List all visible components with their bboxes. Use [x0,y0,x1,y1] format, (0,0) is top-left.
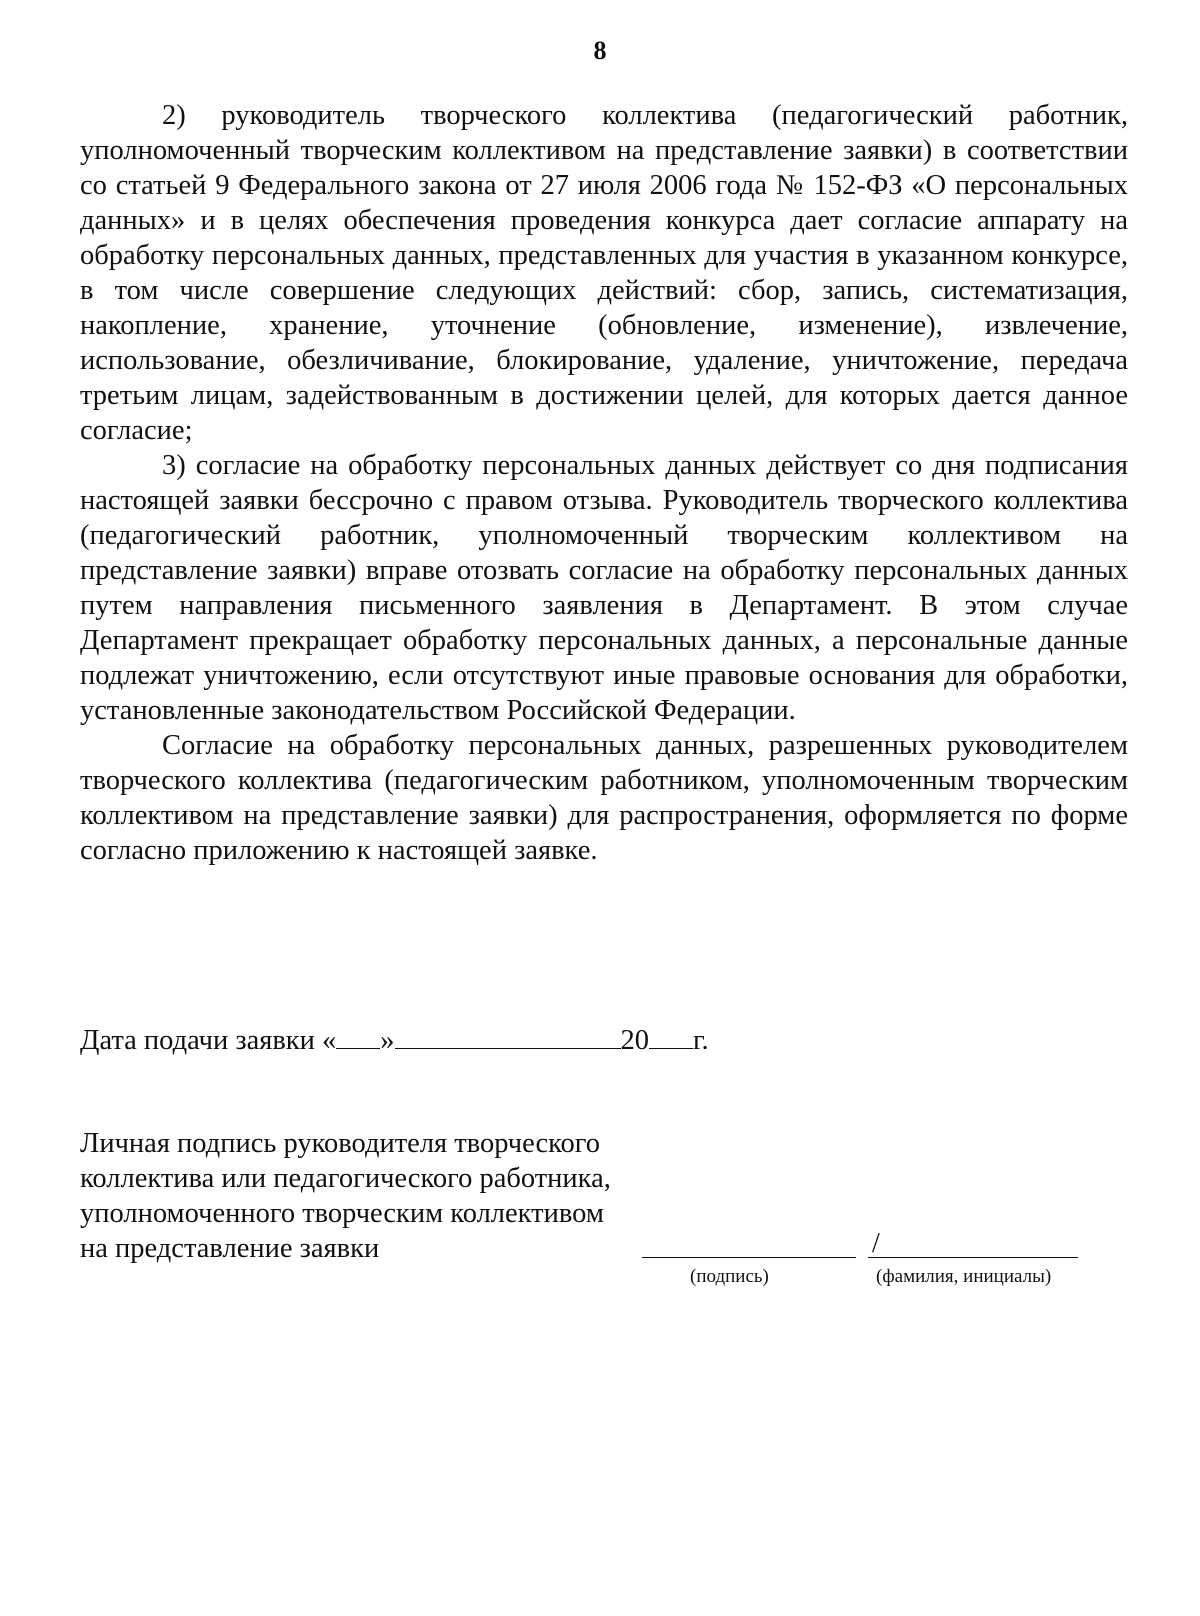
name-initials-field-line[interactable] [868,1257,1078,1258]
paragraph-consent-distribution: Согласие на обработку персональных данных, разрешенных руководителем творческого коллектива (педагогическим работником, уполномоченным творческим коллективом на представление заявки) для распространения, оформляется по форме согласно приложению к настоящей заявке. [80,730,1128,866]
signature-separator: / [872,1228,880,1259]
month-blank[interactable] [395,1022,621,1049]
date-label: Дата подачи заявки « [80,1025,337,1056]
signature-label-line: уполномоченного творческим коллективом [80,1198,604,1229]
signature-caption: (подпись) [690,1266,769,1287]
year-prefix: 20 [620,1025,650,1056]
date-close-quote: » [380,1025,395,1056]
submission-date-line [80,1022,709,1058]
signature-label-line: коллектива или педагогического работника, [80,1163,611,1194]
signature-label-line: на представление заявки [80,1233,380,1264]
signature-label-line: Личная подпись руководителя творческого [80,1128,601,1159]
signature-block-label [80,1126,680,1266]
day-blank[interactable] [336,1022,380,1049]
paragraph-consent-processing: 2) руководитель творческого коллектива (педагогический работник, уполномоченный творческим коллективом на представление заявки) в соответствии со статьей 9 Федерального закона от 27 июля 2006 года № 152-ФЗ «О персональных данных» и в целях обеспечения проведения конкурса дает согласие аппарату на обработку персональных данных, представленных для участия в указанном конкурсе, в том числе совершение следующих действий: сбор, запись, систематизация, накопление, хранение, уточнение (обновление, изменение), извлечение, использование, обезличивание, блокирование, удаление, уничтожение, передача третьим лицам, задействованным в достижении целей, для которых дается данное согласие; [80,100,1128,446]
paragraph-consent-duration: 3) согласие на обработку персональных данных действует со дня подписания настоящей заявки бессрочно с правом отзыва. Руководитель творческого коллектива (педагогический работник, уполномоченный творческим коллективом на представление заявки) вправе отозвать согласие на обработку персональных данных путем направления письменного заявления в Департамент. В этом случае Департамент прекращает обработку персональных данных, а персональные данные подлежат уничтожению, если отсутствуют иные правовые основания для обработки, установленные законодательством Российской Федерации. [80,450,1128,726]
signature-field-line[interactable] [642,1257,856,1258]
name-initials-caption: (фамилия, инициалы) [876,1266,1052,1287]
year-suffix: г. [693,1025,709,1056]
year-blank[interactable] [649,1022,693,1049]
document-body [80,98,1128,868]
page-number: 8 [593,36,607,65]
